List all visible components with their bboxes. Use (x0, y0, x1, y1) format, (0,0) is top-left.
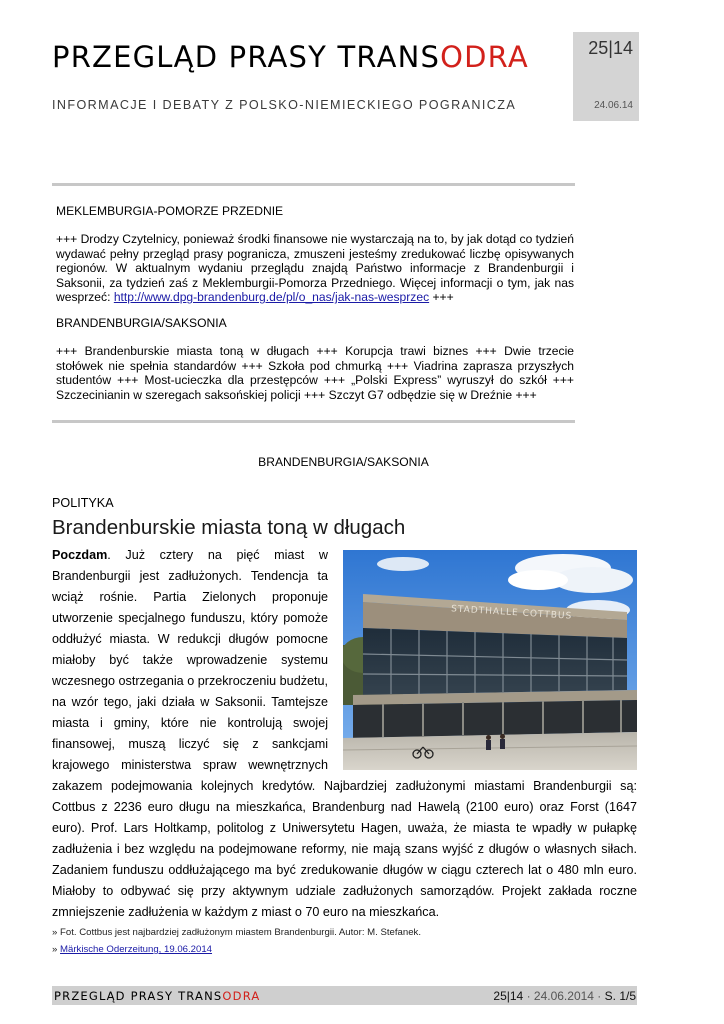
photo-caption: » Fot. Cottbus jest najbardziej zadłużonym miastem Brandenburgii. Autor: M. Stefanek. (52, 927, 422, 938)
support-link[interactable]: http://www.dpg-brandenburg.de/pl/o_nas/jak-nas-wesprzec (113, 290, 430, 305)
issue-number: 25|14 (588, 38, 633, 58)
masthead-subtitle: INFORMACJE I DEBATY Z POLSKO-NIEMIECKIEGO POGRANICZA (52, 98, 517, 112)
article-title: Brandenburskie miasta toną w długach (52, 516, 406, 539)
intro-text (56, 232, 574, 305)
article-line: wczesnego ostrzegania o przekroczeniu budżetu, (52, 674, 328, 688)
article-line: krajowego ministerstwa spraw wewnętrznych (52, 758, 328, 772)
article-column-text (52, 545, 328, 776)
intro-paragraph: +++ Drodzy Czytelnicy, ponieważ środki finansowe nie wystarczają na to, by jak dotąd co tydzień wydawać pełny przegląd prasy pogranicza, zmuszeni jesteśmy zredukować liczbę opisywanych regionów. W aktualnym wydaniu przeglądu znajdą Państwo informacje z Brandenburgii i Saksonii, za tydzień zaś z Meklemburgii-Pomorza Przedniego. Więcej informacji o tym, jak nas wesprzeć: (56, 232, 574, 305)
summary-text: +++ Brandenburskie miasta toną w długach +++ Korupcja trawi biznes +++ Dwie trzecie stołówek nie spełnia standardów +++ Szkoła pod chmurką +++ Viadrina zaprasza przyszłych studentów +++ Most-ucieczka dla przestępców +++ „Polski Express” wyruszył do szkół +++ Szczecinianin w szeregach saksońskiej policji +++ Szczyt G7 odbędzie się w Dreźnie +++ (56, 344, 574, 402)
article-body-text: zakazem podejmowania kolejnych kredytów. Najbardziej zadłużonymi miastami Brandenburgii są: Cottbus z 2236 euro długu na mieszkańca, Brandenburg nad Hawelą (2100 euro) oraz Forst (1647 euro). Prof. Lars Holtkamp, politolog z Uniwersytetu Hagen, uważa, że miasta te wpadły w pułapkę zadłużenia i bez względu na podejmowane reformy, nie mają szans wyjść z długów o własnych siłach. Zadaniem funduszu oddłużającego ma być zredukowanie długów w ciągu czterech lat o 480 mln euro. Miałoby to odbywać się przy aktywnym udziale zadłużonych samorządów. Projekt zakłada roczne zmniejszenie zadłużenia w każdym z miast o 70 euro na mieszkańca. (52, 779, 637, 919)
footer-issue: 25|14 (493, 989, 524, 1003)
footer-sep: · (523, 989, 534, 1003)
footer-page: S. 1/5 (604, 989, 636, 1003)
masthead-title-accent: ODRA (440, 40, 529, 74)
cottbus-stadthalle-image (343, 550, 637, 770)
article-line: miasta i gminy, które nie kontrolują swojej (52, 716, 328, 730)
article-line: finansowej, muszą liczyć się z sankcjami (52, 737, 328, 751)
masthead-title-main: PRZEGLĄD PRASY TRANS (52, 40, 441, 74)
intro-link-suffix: +++ (429, 290, 454, 305)
divider-top (52, 183, 575, 186)
source-line (52, 944, 212, 955)
category-label: POLITYKA (52, 496, 114, 510)
footer-date: 24.06.2014 (533, 989, 594, 1003)
footer-title-accent: ODRA (222, 989, 261, 1003)
lead-city: Poczdam (52, 548, 108, 562)
article-line: Brandenburgii jest zadłużonych. Tendencja ta (52, 569, 328, 583)
article-line: oddłużyć miasta. W redukcji długów pomocne (52, 632, 328, 646)
article-photo (343, 550, 637, 770)
footer-title-main: PRZEGLĄD PRASY TRANS (54, 989, 223, 1003)
issue-box (573, 32, 639, 121)
building-sign: STADTHALLE COTTBUS (450, 604, 573, 622)
footer-page-info (493, 989, 636, 1003)
article-line: utworzenie specjalnego funduszu, który pomoże (52, 611, 328, 625)
article-line: Poczdam. Już cztery na pięć miast w (52, 548, 328, 562)
divider-middle (52, 420, 575, 423)
issue-date: 24.06.14 (594, 100, 633, 111)
article-line: wciąż rośnie. Partia Zielonych proponuje (52, 590, 328, 604)
summary-heading: BRANDENBURGIA/SAKSONIA (56, 316, 227, 330)
masthead-title (52, 40, 529, 74)
article-line: na wzór tego, jaki działa w Saksonii. Tamtejsze (52, 695, 328, 709)
source-prefix: » (52, 944, 61, 955)
footer-title (54, 989, 261, 1003)
section-heading: BRANDENBURGIA/SAKSONIA (258, 455, 429, 469)
source-link[interactable]: Märkische Oderzeitung, 19.06.2014 (60, 944, 213, 955)
article-line: miałoby być także wprowadzenie systemu (52, 653, 328, 667)
intro-heading: MEKLEMBURGIA-POMORZE PRZEDNIE (56, 204, 284, 218)
footer-sep: · (593, 989, 605, 1003)
